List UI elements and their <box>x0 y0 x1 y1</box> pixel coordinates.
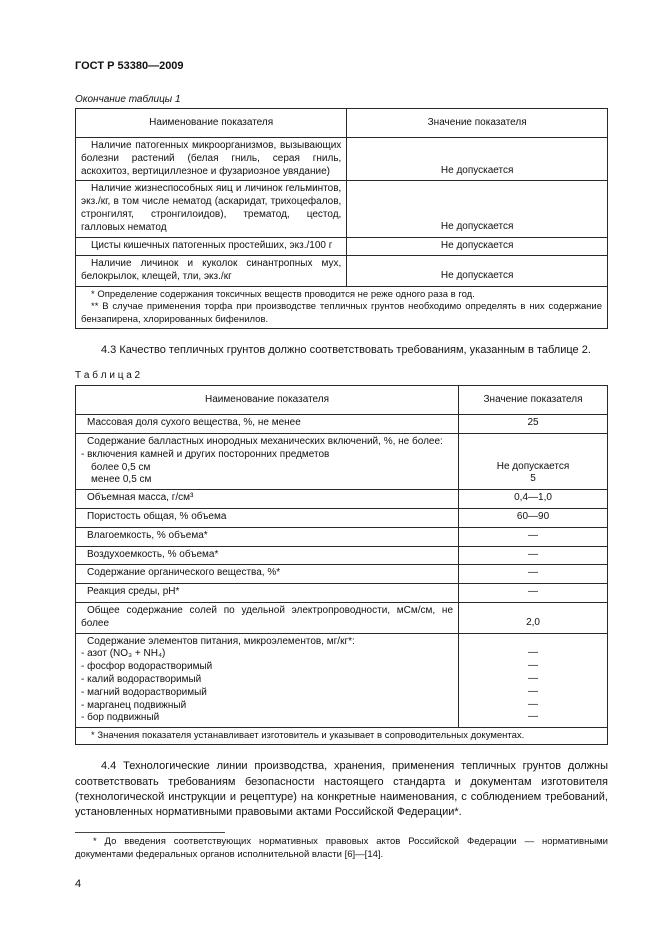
page-footnote-text: * До введения соответствующих нормативных правовых актов Российской Федерации — нормативными документами федеральных органов исполнительной власти [6]—[14]. <box>75 836 608 860</box>
table1-wrapper <box>75 108 608 329</box>
indicator-value-line: — <box>528 660 539 672</box>
footnote-rule <box>75 832 225 833</box>
indicator-value <box>459 433 608 489</box>
indicator-value: — <box>459 527 608 546</box>
indicator-value: Не допускается <box>347 181 608 237</box>
indicator-name: Наличие патогенных микроорганизмов, вызывающих болезни растений (белая гниль, серая гниль, аскохитоз, вертициллезное и фузариозное увядание) <box>76 138 347 181</box>
indicator-value: 0,4—1,0 <box>459 490 608 509</box>
indicator-value: 25 <box>459 415 608 434</box>
indicator-name: Массовая доля сухого вещества, %, не менее <box>76 415 459 434</box>
indicator-value-line: Не допускается <box>496 460 570 472</box>
table2-header-value: Значение показателя <box>459 386 608 415</box>
indicator-value: — <box>459 584 608 603</box>
table-row <box>76 584 608 603</box>
indicator-name-line: - калий водорастворимый <box>81 673 202 685</box>
indicator-name-line: менее 0,5 см <box>91 474 152 486</box>
table-row <box>76 565 608 584</box>
indicator-value-line: 5 <box>530 473 536 485</box>
table-row <box>76 546 608 565</box>
table-row <box>76 237 608 256</box>
indicator-value-line: — <box>528 711 539 723</box>
indicator-name: Влагоемкость, % объема* <box>76 527 459 546</box>
indicator-name: Цисты кишечных патогенных простейших, экз./100 г <box>76 237 347 256</box>
table1-header-row <box>76 109 608 138</box>
indicator-name-line: - включения камней и других посторонних предметов <box>81 448 330 460</box>
indicator-name-line: Содержание балластных инородных механических включений, %, не более: <box>87 435 443 447</box>
table1-caption: Окончание таблицы 1 <box>75 94 181 105</box>
indicator-name: Реакция среды, рН* <box>76 584 459 603</box>
indicator-name-line: Содержание элементов питания, микроэлементов, мг/кг*: <box>87 635 355 647</box>
indicator-name-line: - магний водорастворимый <box>81 686 207 698</box>
table-footnote: ** В случае применения торфа при производстве тепличных грунтов необходимо определять в них содержание бензапирена, хлорированных бифенилов. <box>81 301 602 325</box>
indicator-value: Не допускается <box>347 256 608 287</box>
table-row <box>76 490 608 509</box>
table1 <box>75 108 608 329</box>
table-footnote: * Определение содержания токсичных веществ проводится не реже одного раза в год. <box>91 288 475 300</box>
table2-wrapper <box>75 385 608 745</box>
indicator-name: Объемная масса, г/см³ <box>76 490 459 509</box>
indicator-name: Пористость общая, % объема <box>76 508 459 527</box>
indicator-name: Общее содержание солей по удельной электропроводности, мСм/см, не более <box>76 602 459 633</box>
indicator-value: Не допускается <box>347 138 608 181</box>
indicator-name-line: - бор подвижный <box>81 712 160 724</box>
indicator-name: Содержание органического вещества, %* <box>76 565 459 584</box>
paragraph-4-4: 4.4 Технологические линии производства, хранения, применения тепличных грунтов должны соответствовать требованиям безопасности настоящего стандарта и документам изготовителя (технологической инструкции и рецептуре) на конкретные наименования, с соблюдением требований, установленных нормативными правовыми актами Российской Федерации*. <box>75 760 608 818</box>
indicator-name-line: - фосфор водорастворимый <box>81 661 213 673</box>
table-row <box>76 633 608 728</box>
indicator-value-line: — <box>528 672 539 684</box>
table-row <box>76 602 608 633</box>
table-row <box>76 256 608 287</box>
table-row <box>76 527 608 546</box>
indicator-name-line: - марганец подвижный <box>81 699 187 711</box>
table-footnote: * Значения показателя устанавливает изготовитель и указывает в сопроводительных документах. <box>91 730 525 742</box>
table-row <box>76 508 608 527</box>
indicator-value: 2,0 <box>459 602 608 633</box>
table2 <box>75 385 608 745</box>
table2-caption: Т а б л и ц а 2 <box>75 370 141 382</box>
table2-header-name: Наименование показателя <box>76 386 459 415</box>
table1-footnotes-cell <box>76 286 608 328</box>
indicator-name: Воздухоемкость, % объема* <box>76 546 459 565</box>
table2-header-row <box>76 386 608 415</box>
indicator-value: — <box>459 565 608 584</box>
doc-number: ГОСТ Р 53380—2009 <box>75 60 184 72</box>
page-number: 4 <box>75 877 82 890</box>
indicator-name: Наличие личинок и куколок синантропных мух, белокрылок, клещей, тли, экз./кг <box>76 256 347 287</box>
table1-header-value: Значение показателя <box>347 109 608 138</box>
table2-footnote-cell <box>76 728 608 745</box>
indicator-name-line: более 0,5 см <box>91 461 151 473</box>
table1-header-name: Наименование показателя <box>76 109 347 138</box>
indicator-name-line: - азот (NO₃ + NH₄) <box>81 648 166 660</box>
table2-footnote-row <box>76 728 608 745</box>
indicator-value-line: — <box>528 685 539 697</box>
indicator-value: 60—90 <box>459 508 608 527</box>
indicator-value: — <box>459 546 608 565</box>
table-row <box>76 415 608 434</box>
table-row <box>76 433 608 489</box>
indicator-value: Не допускается <box>347 237 608 256</box>
table-row <box>76 181 608 237</box>
indicator-name <box>76 433 459 489</box>
indicator-name: Наличие жизнеспособных яиц и личинок гельминтов, экз./кг, в том числе нематод (аскаридат, трихоцефалов, стронгилят, стронгилоидов), трематод, цестод, галловых нематод <box>76 181 347 237</box>
paragraph-4-3: 4.3 Качество тепличных грунтов должно соответствовать требованиям, указанным в таблице 2. <box>101 344 591 356</box>
indicator-value-line: — <box>528 698 539 710</box>
indicator-value-line: — <box>528 647 539 659</box>
indicator-name <box>76 633 459 728</box>
page-footnote <box>75 836 608 862</box>
indicator-value <box>459 633 608 728</box>
table-row <box>76 138 608 181</box>
table1-footnotes-row <box>76 286 608 328</box>
